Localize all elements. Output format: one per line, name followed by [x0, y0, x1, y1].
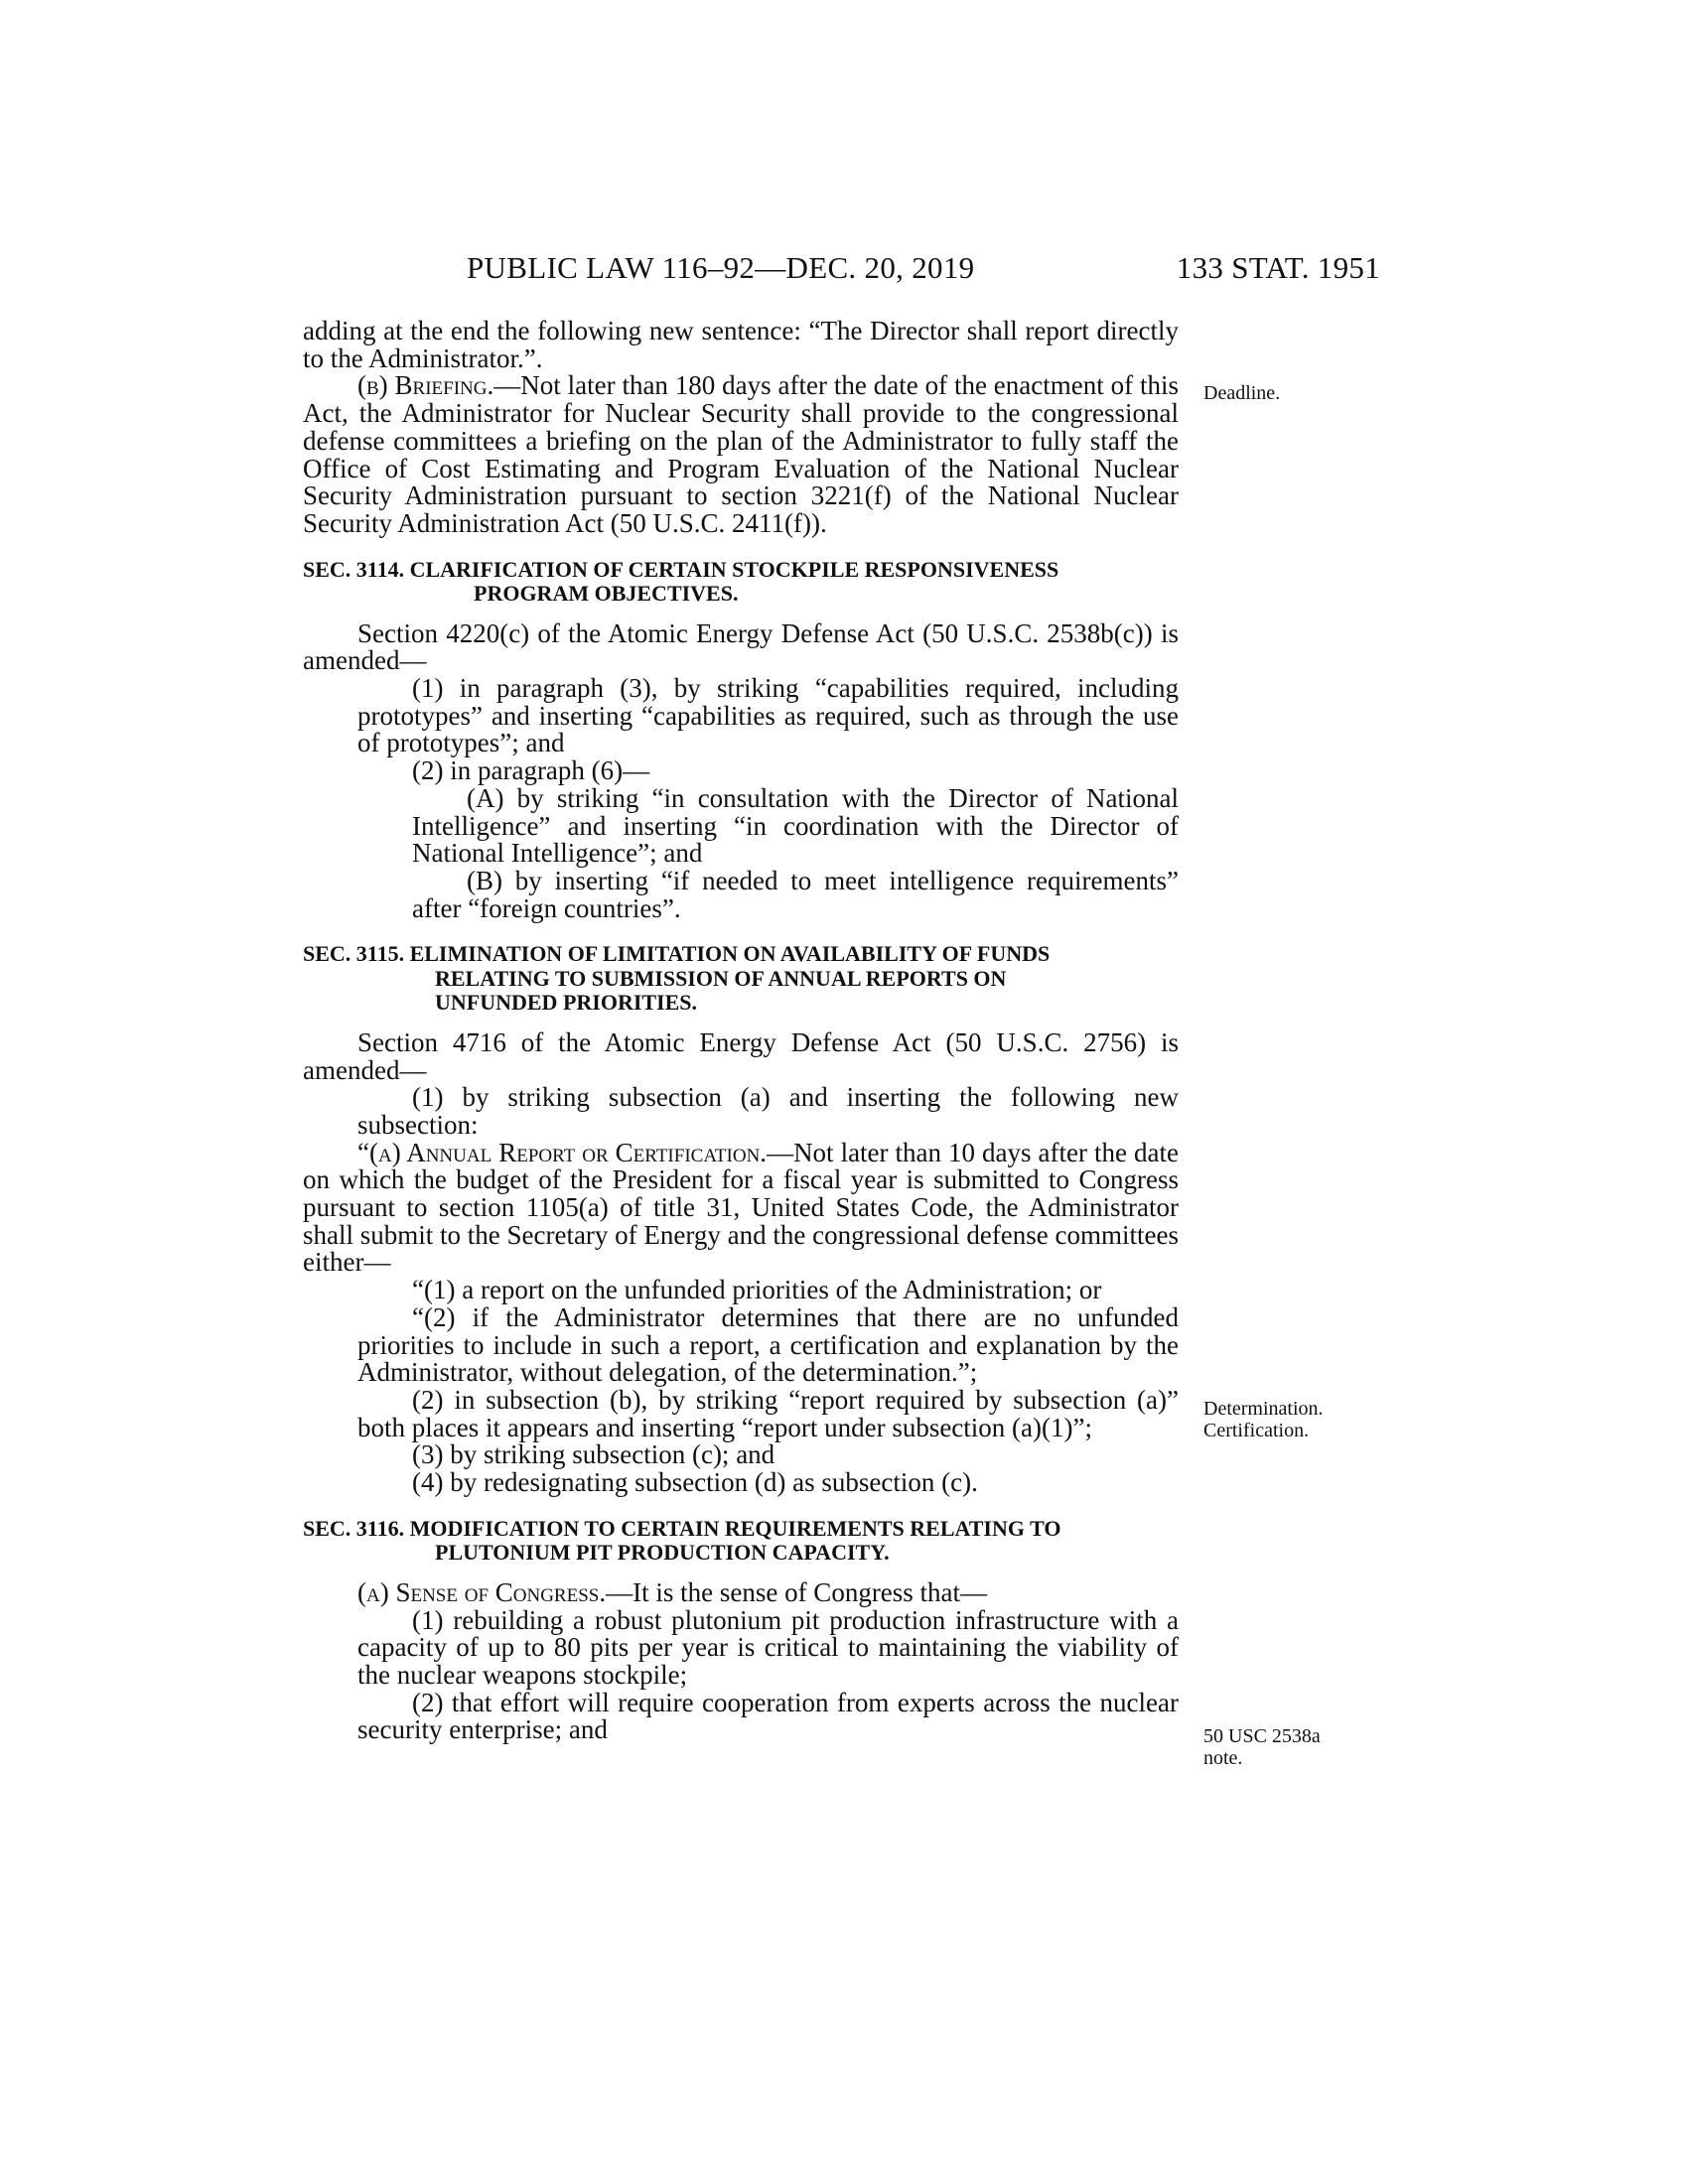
- sec-3114-item-2b: (B) by inserting “if needed to meet intelligence requirements” after “foreign countries”.: [412, 865, 1179, 923]
- sec-3116-item-2: (2) that effort will require cooperation from experts across the nuclear security enterprise; and: [357, 1687, 1179, 1745]
- briefing-text: —Not later than 180 days after the date of the enactment of this Act, the Administrator for Nuclear Security shall provide to the congressional defense committees a briefing on the plan of the Administrator to fully staff the Office of Cost Estimating and Program Evaluation of the National Nuclear Security Administration pursuant to section 3221(f) of the National Nuclear Security Administration Act (50 U.S.C. 2411(f)).: [303, 370, 1179, 538]
- sec-3114-item-2: (2) in paragraph (6)—: [412, 755, 650, 786]
- running-head-title: PUBLIC LAW 116–92—DEC. 20, 2019: [467, 250, 975, 285]
- sec-3114-item-2a: (A) by striking “in consultation with the Director of National Intelligence” and inserting “in coordination with the Director of National Intelligence”; and: [412, 782, 1179, 869]
- sec-3114-heading-line1: SEC. 3114. CLARIFICATION OF CERTAIN STOCKPILE RESPONSIVENESS: [303, 556, 1059, 582]
- running-head: [467, 250, 1380, 294]
- sec-3116-item-1: (1) rebuilding a robust plutonium pit production infrastructure with a capacity of up to 80 pits per year is critical to maintaining the viability of the nuclear weapons stockpile;: [357, 1604, 1179, 1690]
- sec-3116-heading-line2: PLUTONIUM PIT PRODUCTION CAPACITY.: [435, 1540, 890, 1566]
- sec-3114-item-1: (1) in paragraph (3), by striking “capabilities required, including prototypes” and inserting “capabilities as required, such as through the use of prototypes”; and: [357, 673, 1179, 758]
- sec-3116-heading: [303, 1517, 1179, 1566]
- carry-over-paragraph: adding at the end the following new sentence: “The Director shall report directly to the Administrator.”.: [303, 316, 1179, 373]
- sec-3116-heading-line1: SEC. 3116. MODIFICATION TO CERTAIN REQUIREMENTS RELATING TO: [303, 1515, 1061, 1541]
- page-folio: 133 STAT. 1951: [1176, 250, 1380, 285]
- sec-3115-heading-line1: SEC. 3115. ELIMINATION OF LIMITATION ON AVAILABILITY OF FUNDS: [303, 941, 1051, 967]
- sec-3114-intro: Section 4220(c) of the Atomic Energy Defense Act (50 U.S.C. 2538b(c)) is amended—: [303, 617, 1179, 676]
- page-body: [303, 318, 1179, 1744]
- margin-note-deadline: Deadline.: [1203, 382, 1281, 404]
- margin-note-usc-line2: note.: [1203, 1747, 1243, 1769]
- sec-3115-intro: Section 4716 of the Atomic Energy Defense Act (50 U.S.C. 2756) is amended—: [303, 1026, 1179, 1085]
- quoted-a-label: “(a) Annual Report or Certification.: [357, 1137, 768, 1167]
- sec-3115-item-1: (1) by striking subsection (a) and inserting the following new subsection:: [357, 1082, 1179, 1140]
- quoted-a-text: —Not later than 10 days after the date on which the budget of the President for a fiscal year is submitted to Congress pursuant to section 1105(a) of title 31, United States Code, the Administrator shall submit to the Secretary of Energy and the congressional defense committees either—: [303, 1137, 1179, 1278]
- sec-3115-heading-line2: RELATING TO SUBMISSION OF ANNUAL REPORTS ON: [435, 965, 1007, 991]
- sec-3115-item-3: (3) by striking subsection (c); and: [412, 1439, 775, 1470]
- sec-3115-heading-line3: UNFUNDED PRIORITIES.: [435, 990, 698, 1016]
- sec-3114-heading: [303, 558, 1179, 607]
- sec-3115-quoted-1: “(1) a report on the unfunded priorities of the Administration; or: [412, 1275, 1102, 1305]
- sec-3115-item-2: (2) in subsection (b), by striking “report required by subsection (a)” both places it appears and inserting “report under subsection (a)(1)”;: [357, 1385, 1179, 1442]
- margin-note-determination: Determination.: [1203, 1398, 1324, 1420]
- sec-3115-heading: [303, 942, 1179, 1016]
- sense-of-congress-label: (a) Sense of Congress.: [357, 1576, 607, 1607]
- sec-3115-quoted-a: [303, 1137, 1179, 1278]
- margin-note-usc-line1: 50 USC 2538a: [1203, 1725, 1321, 1747]
- briefing-paragraph: [303, 372, 1179, 537]
- sec-3114-heading-line2: PROGRAM OBJECTIVES.: [474, 581, 739, 607]
- briefing-label: (b) Briefing.: [357, 370, 494, 401]
- sec-3116-sense-of-congress: [303, 1576, 1179, 1607]
- sec-3115-quoted-2: “(2) if the Administrator determines that there are no unfunded priorities to include in such a report, a certification and explanation by the Administrator, without delegation, of the determination.”;: [357, 1301, 1179, 1388]
- margin-note-certification: Certification.: [1203, 1420, 1310, 1441]
- sense-of-congress-text: —It is the sense of Congress that—: [606, 1576, 988, 1607]
- margin-note-usc: [1203, 1725, 1372, 1769]
- sec-3115-item-4: (4) by redesignating subsection (d) as subsection (c).: [412, 1467, 978, 1498]
